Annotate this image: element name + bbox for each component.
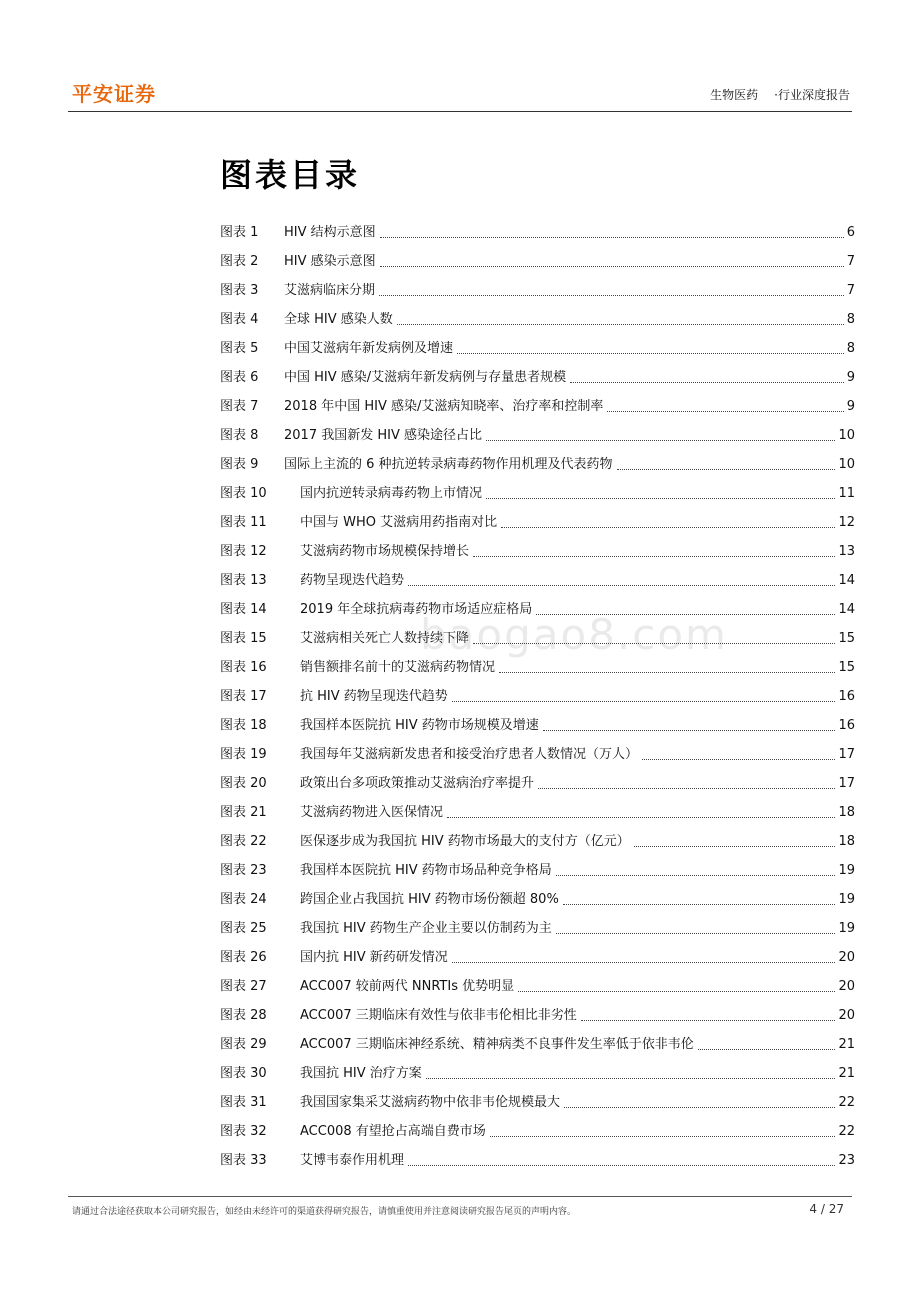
toc-entry-label: 图表 22 <box>220 834 267 849</box>
toc-entry-page: 7 <box>846 283 855 298</box>
toc-entry-title: ACC007 较前两代 NNRTIs 优势明显 <box>300 979 515 994</box>
toc-entry-page: 15 <box>838 660 855 675</box>
toc-entry-title: 2019 年全球抗病毒药物市场适应症格局 <box>300 602 533 617</box>
toc-entry-label: 图表 4 <box>220 312 259 327</box>
toc-leader-dots <box>380 223 844 238</box>
toc-entry-title: 艾滋病临床分期 <box>284 283 376 298</box>
toc-leader-dots <box>501 513 835 528</box>
toc-entry-title: 国内抗逆转录病毒药物上市情况 <box>300 486 483 501</box>
toc-entry-page: 10 <box>838 428 855 443</box>
toc-entry-label: 图表 5 <box>220 341 259 356</box>
toc-entry[interactable] <box>220 334 855 363</box>
toc-entry[interactable] <box>220 595 855 624</box>
toc-entry-page: 17 <box>838 776 855 791</box>
report-category: 生物医药 <box>710 88 759 102</box>
toc-leader-dots <box>634 832 836 847</box>
toc-entry[interactable] <box>220 218 855 247</box>
toc-leader-dots <box>452 687 836 702</box>
toc-entry-page: 21 <box>838 1066 855 1081</box>
page-number: 4 / 27 <box>809 1202 844 1216</box>
toc-entry[interactable] <box>220 566 855 595</box>
toc-entry-title: 艾滋病相关死亡人数持续下降 <box>300 631 470 646</box>
toc-leader-dots <box>490 1122 836 1137</box>
toc-entry[interactable] <box>220 653 855 682</box>
toc-leader-dots <box>642 745 835 760</box>
toc-leader-dots <box>543 716 836 731</box>
toc-entry-label: 图表 27 <box>220 979 267 994</box>
toc-entry-title: HIV 结构示意图 <box>284 225 376 240</box>
toc-leader-dots <box>452 948 836 963</box>
toc-leader-dots <box>563 890 836 905</box>
toc-entry[interactable] <box>220 943 855 972</box>
toc-entry-label: 图表 2 <box>220 254 259 269</box>
toc-entry-page: 22 <box>838 1095 855 1110</box>
toc-entry-page: 8 <box>846 341 855 356</box>
toc-leader-dots <box>473 629 835 644</box>
toc-entry-label: 图表 12 <box>220 544 267 559</box>
toc-leader-dots <box>473 542 835 557</box>
toc-entry-page: 20 <box>838 1008 855 1023</box>
toc-entry-page: 7 <box>846 254 855 269</box>
toc-entry-page: 14 <box>838 602 855 617</box>
toc-leader-dots <box>426 1064 836 1079</box>
toc-entry-title: 艾博韦泰作用机理 <box>300 1153 405 1168</box>
toc-entry[interactable] <box>220 740 855 769</box>
toc-entry-label: 图表 23 <box>220 863 267 878</box>
toc-entry[interactable] <box>220 856 855 885</box>
toc-entry-title: 医保逐步成为我国抗 HIV 药物市场最大的支付方（亿元） <box>300 834 630 849</box>
toc-entry-page: 10 <box>838 457 855 472</box>
toc-entry-label: 图表 11 <box>220 515 267 530</box>
toc-entry-page: 9 <box>846 370 855 385</box>
toc-entry-label: 图表 9 <box>220 457 259 472</box>
toc-entry[interactable] <box>220 914 855 943</box>
toc-entry-title: 艾滋病药物市场规模保持增长 <box>300 544 470 559</box>
toc-entry[interactable] <box>220 479 855 508</box>
toc-entry-page: 15 <box>838 631 855 646</box>
toc-entry-title: 我国国家集采艾滋病药物中依非韦伦规模最大 <box>300 1095 561 1110</box>
toc-entry-page: 18 <box>838 805 855 820</box>
toc-leader-dots <box>408 1151 835 1166</box>
toc-entry[interactable] <box>220 827 855 856</box>
toc-entry-page: 11 <box>838 486 855 501</box>
toc-entry-title: 中国艾滋病年新发病例及增速 <box>284 341 454 356</box>
header-divider <box>68 111 852 112</box>
toc-entry-page: 12 <box>838 515 855 530</box>
toc-entry-label: 图表 14 <box>220 602 267 617</box>
toc-entry-label: 图表 18 <box>220 718 267 733</box>
toc-leader-dots <box>518 977 835 992</box>
toc-entry[interactable] <box>220 537 855 566</box>
toc-entry-title: 销售额排名前十的艾滋病药物情况 <box>300 660 496 675</box>
toc-entry-label: 图表 24 <box>220 892 267 907</box>
toc-leader-dots <box>581 1006 836 1021</box>
toc-entry-page: 8 <box>846 312 855 327</box>
toc-entry-page: 22 <box>838 1124 855 1139</box>
page-title: 图表目录 <box>220 156 361 194</box>
toc-entry-title: 药物呈现迭代趋势 <box>300 573 405 588</box>
toc-entry-title: 我国样本医院抗 HIV 药物市场规模及增速 <box>300 718 539 733</box>
toc-entry-label: 图表 13 <box>220 573 267 588</box>
toc-entry-label: 图表 19 <box>220 747 267 762</box>
toc-entry[interactable] <box>220 1001 855 1030</box>
toc-entry-title: 我国抗 HIV 治疗方案 <box>300 1066 422 1081</box>
toc-entry-page: 21 <box>838 1037 855 1052</box>
toc-entry[interactable] <box>220 1117 855 1146</box>
toc-entry[interactable] <box>220 798 855 827</box>
toc-leader-dots <box>556 861 836 876</box>
toc-entry-label: 图表 8 <box>220 428 259 443</box>
toc-entry-label: 图表 16 <box>220 660 267 675</box>
toc-entry-title: 我国样本医院抗 HIV 药物市场品种竞争格局 <box>300 863 552 878</box>
toc-leader-dots <box>536 600 835 615</box>
toc-entry[interactable] <box>220 1088 855 1117</box>
toc-entry[interactable] <box>220 421 855 450</box>
toc-entry[interactable] <box>220 682 855 711</box>
toc-entry-label: 图表 31 <box>220 1095 267 1110</box>
toc-entry-label: 图表 7 <box>220 399 259 414</box>
toc-entry[interactable] <box>220 247 855 276</box>
toc-leader-dots <box>617 455 836 470</box>
toc-leader-dots <box>457 339 844 354</box>
toc-leader-dots <box>380 252 844 267</box>
watermark: baogao8.com <box>420 610 728 659</box>
toc-entry-title: 艾滋病药物进入医保情况 <box>300 805 444 820</box>
toc-entry-label: 图表 30 <box>220 1066 267 1081</box>
toc-entry-title: ACC008 有望抢占高端自费市场 <box>300 1124 486 1139</box>
toc-entry[interactable] <box>220 276 855 305</box>
toc-entry-label: 图表 6 <box>220 370 259 385</box>
toc-entry[interactable] <box>220 972 855 1001</box>
toc-entry[interactable] <box>220 363 855 392</box>
toc-entry-title: 抗 HIV 药物呈现迭代趋势 <box>300 689 448 704</box>
toc-entry-title: 2018 年中国 HIV 感染/艾滋病知晓率、治疗率和控制率 <box>284 399 604 414</box>
toc-entry[interactable] <box>220 305 855 334</box>
toc-entry[interactable] <box>220 392 855 421</box>
toc-entry-page: 20 <box>838 950 855 965</box>
toc-entry-title: 中国与 WHO 艾滋病用药指南对比 <box>300 515 498 530</box>
toc-leader-dots <box>570 368 844 383</box>
toc-leader-dots <box>607 397 843 412</box>
toc-entry[interactable] <box>220 885 855 914</box>
toc-entry-page: 18 <box>838 834 855 849</box>
toc-leader-dots <box>556 919 836 934</box>
toc-entry[interactable] <box>220 1059 855 1088</box>
footer-disclaimer: 请通过合法途径获取本公司研究报告，如经由未经许可的渠道获得研究报告，请慎重使用并注意阅读研究报告尾页的声明内容。 <box>72 1207 577 1217</box>
toc-entry-title: 我国抗 HIV 药物生产企业主要以仿制药为主 <box>300 921 552 936</box>
company-logo: 平安证券 <box>72 82 156 106</box>
toc-entry-label: 图表 3 <box>220 283 259 298</box>
toc-entry-page: 23 <box>838 1153 855 1168</box>
toc-entry-label: 图表 21 <box>220 805 267 820</box>
toc-entry[interactable] <box>220 1030 855 1059</box>
toc-entry-title: ACC007 三期临床有效性与依非韦伦相比非劣性 <box>300 1008 577 1023</box>
toc-entry-title: HIV 感染示意图 <box>284 254 376 269</box>
toc-entry[interactable] <box>220 711 855 740</box>
toc-entry-label: 图表 1 <box>220 225 259 240</box>
toc-entry-page: 14 <box>838 573 855 588</box>
toc-entry-page: 9 <box>846 399 855 414</box>
toc-entry[interactable] <box>220 769 855 798</box>
toc-entry-label: 图表 26 <box>220 950 267 965</box>
toc-entry-page: 13 <box>838 544 855 559</box>
toc-entry[interactable] <box>220 450 855 479</box>
toc-leader-dots <box>564 1093 835 1108</box>
footer-divider <box>68 1196 852 1197</box>
toc-entry-title: 跨国企业占我国抗 HIV 药物市场份额超 80% <box>300 892 559 907</box>
toc-entry-title: ACC007 三期临床神经系统、精神病类不良事件发生率低于依非韦伦 <box>300 1037 694 1052</box>
toc-entry-page: 19 <box>838 863 855 878</box>
toc-entry-label: 图表 17 <box>220 689 267 704</box>
toc-entry[interactable] <box>220 1146 855 1175</box>
toc-entry-label: 图表 20 <box>220 776 267 791</box>
toc-entry-label: 图表 10 <box>220 486 267 501</box>
toc-leader-dots <box>486 484 835 499</box>
toc-leader-dots <box>379 281 844 296</box>
toc-entry-page: 16 <box>838 718 855 733</box>
toc-leader-dots <box>486 426 835 441</box>
toc-entry-page: 17 <box>838 747 855 762</box>
toc-entry-page: 16 <box>838 689 855 704</box>
toc-entry-page: 19 <box>838 921 855 936</box>
toc-entry-label: 图表 33 <box>220 1153 267 1168</box>
toc-leader-dots <box>538 774 835 789</box>
toc-entry-title: 全球 HIV 感染人数 <box>284 312 393 327</box>
toc-entry-title: 2017 我国新发 HIV 感染途径占比 <box>284 428 482 443</box>
toc-entry-page: 20 <box>838 979 855 994</box>
toc-entry-label: 图表 28 <box>220 1008 267 1023</box>
toc-leader-dots <box>499 658 835 673</box>
toc-leader-dots <box>408 571 835 586</box>
toc-leader-dots <box>698 1035 836 1050</box>
toc-entry-page: 19 <box>838 892 855 907</box>
table-of-figures <box>220 218 855 1175</box>
toc-entry-label: 图表 29 <box>220 1037 267 1052</box>
toc-entry-label: 图表 32 <box>220 1124 267 1139</box>
toc-entry-title: 政策出台多项政策推动艾滋病治疗率提升 <box>300 776 535 791</box>
toc-entry-title: 我国每年艾滋病新发患者和接受治疗患者人数情况（万人） <box>300 747 639 762</box>
report-header <box>710 86 850 103</box>
toc-entry-title: 国际上主流的 6 种抗逆转录病毒药物作用机理及代表药物 <box>284 457 613 472</box>
toc-leader-dots <box>397 310 844 325</box>
toc-entry[interactable] <box>220 508 855 537</box>
toc-entry-label: 图表 25 <box>220 921 267 936</box>
report-type: ·行业深度报告 <box>774 88 850 102</box>
toc-entry-title: 国内抗 HIV 新药研发情况 <box>300 950 448 965</box>
toc-entry[interactable] <box>220 624 855 653</box>
toc-entry-title: 中国 HIV 感染/艾滋病年新发病例与存量患者规模 <box>284 370 567 385</box>
toc-leader-dots <box>447 803 835 818</box>
toc-entry-page: 6 <box>846 225 855 240</box>
toc-entry-label: 图表 15 <box>220 631 267 646</box>
